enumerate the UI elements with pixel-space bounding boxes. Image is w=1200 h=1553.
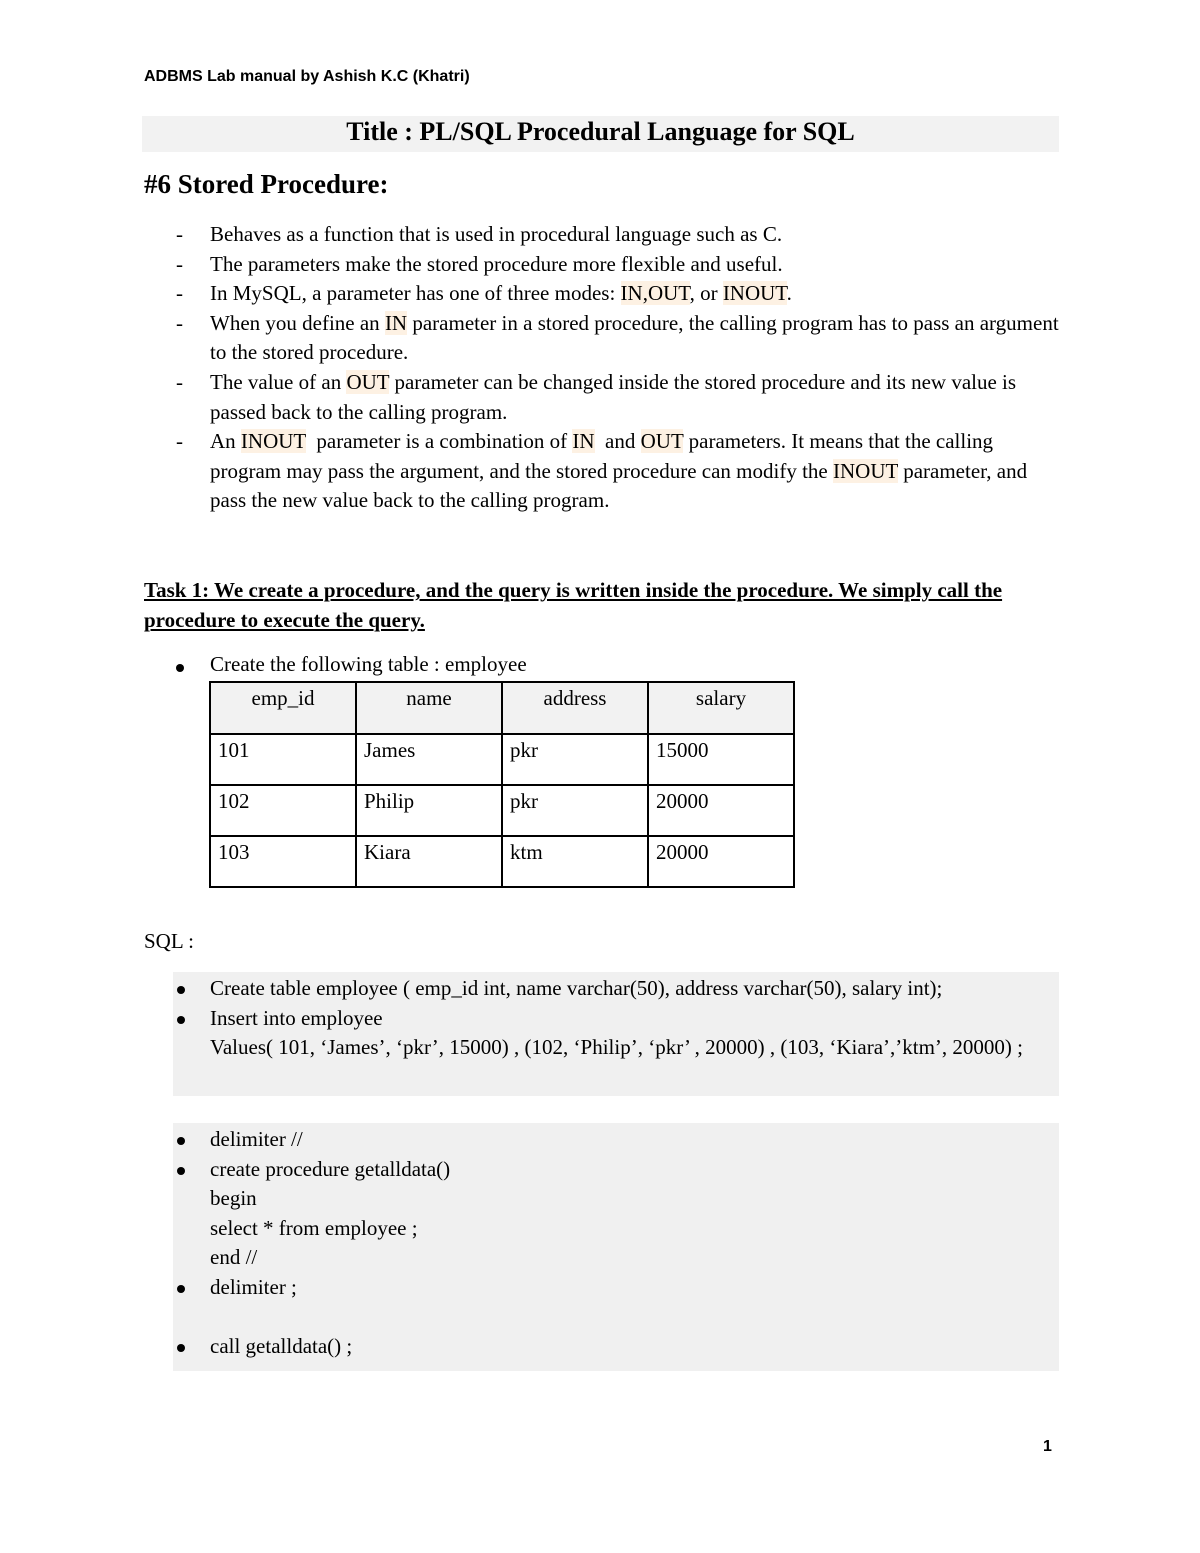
bullet-icon	[177, 1167, 185, 1175]
keyword-highlight: INOUT	[833, 458, 898, 483]
bullet-icon	[177, 1137, 185, 1145]
bullet-icon	[177, 1344, 185, 1352]
column-header: salary	[648, 682, 794, 734]
keyword-highlight: IN	[572, 429, 595, 454]
column-header: name	[356, 682, 502, 734]
blank-line	[173, 1303, 1059, 1333]
table-cell: pkr	[502, 734, 648, 785]
bullet-icon	[177, 986, 185, 994]
table-cell: 102	[210, 785, 356, 836]
sql-code-block-1	[173, 972, 1059, 1096]
page-header: ADBMS Lab manual by Ashish K.C (Khatri)	[144, 68, 470, 85]
page-number: 1	[1043, 1438, 1052, 1455]
keyword-highlight: OUT	[346, 369, 390, 394]
table-cell: 20000	[648, 836, 794, 887]
bullet-icon	[176, 664, 184, 672]
code-line: delimiter //	[173, 1125, 1059, 1155]
keyword-highlight: OUT	[640, 429, 684, 454]
column-header: address	[502, 682, 648, 734]
table-cell: James	[356, 734, 502, 785]
table-cell: 20000	[648, 785, 794, 836]
code-line: Insert into employee Values( 101, ‘James’, ‘pkr’, 15000) , (102, ‘Philip’, ‘pkr’ , 20000) , (103, ‘Kiara’,’ktm’, 20000) ;	[173, 1004, 1059, 1063]
table-cell: Philip	[356, 785, 502, 836]
code-line: call getalldata() ;	[173, 1332, 1059, 1362]
list-item: - The value of an OUT parameter can be changed inside the stored procedure and its new value is passed back to the calling program.	[144, 368, 1059, 427]
keyword-highlight: IN,OUT	[620, 281, 690, 306]
keyword-highlight: IN	[384, 310, 408, 335]
sql-code-block-2	[173, 1123, 1059, 1371]
create-table-note: Create the following table : employee	[144, 652, 527, 677]
table-row	[210, 836, 794, 887]
list-item: - In MySQL, a parameter has one of three modes: IN,OUT, or INOUT.	[144, 279, 1059, 309]
code-line: delimiter ;	[173, 1273, 1059, 1303]
list-item: - An INOUT parameter is a combination of IN and OUT parameters. It means that the calling program may pass the argument, and the stored procedure can modify the INOUT parameter, and pass the new value back to the calling program.	[144, 427, 1059, 516]
keyword-highlight: INOUT	[722, 281, 787, 306]
table-header-row	[210, 682, 794, 734]
intro-list	[144, 220, 1059, 516]
title-bar	[142, 116, 1059, 152]
list-item: - Behaves as a function that is used in procedural language such as C.	[144, 220, 1059, 250]
task-heading: Task 1: We create a procedure, and the query is written inside the procedure. We simply call the procedure to execute the query.	[144, 578, 1003, 632]
page-title: Title : PL/SQL Procedural Language for SQL	[346, 117, 855, 146]
bullet-icon	[177, 1285, 185, 1293]
table-cell: 101	[210, 734, 356, 785]
list-item: - When you define an IN parameter in a stored procedure, the calling program has to pass an argument to the stored procedure.	[144, 309, 1059, 368]
column-header: emp_id	[210, 682, 356, 734]
employee-table	[209, 681, 795, 888]
sql-label: SQL :	[144, 929, 194, 953]
table-cell: 15000	[648, 734, 794, 785]
table-row	[210, 785, 794, 836]
table-cell: Kiara	[356, 836, 502, 887]
table-cell: ktm	[502, 836, 648, 887]
table-cell: 103	[210, 836, 356, 887]
code-line: create procedure getalldata() begin select * from employee ; end //	[173, 1155, 1059, 1273]
list-item: - The parameters make the stored procedure more flexible and useful.	[144, 250, 1059, 280]
keyword-highlight: INOUT	[240, 429, 306, 454]
bullet-icon	[177, 1016, 185, 1024]
code-line: Create table employee ( emp_id int, name varchar(50), address varchar(50), salary int);	[173, 974, 1059, 1004]
table-cell: pkr	[502, 785, 648, 836]
table-row	[210, 734, 794, 785]
section-heading: #6 Stored Procedure:	[144, 169, 389, 199]
